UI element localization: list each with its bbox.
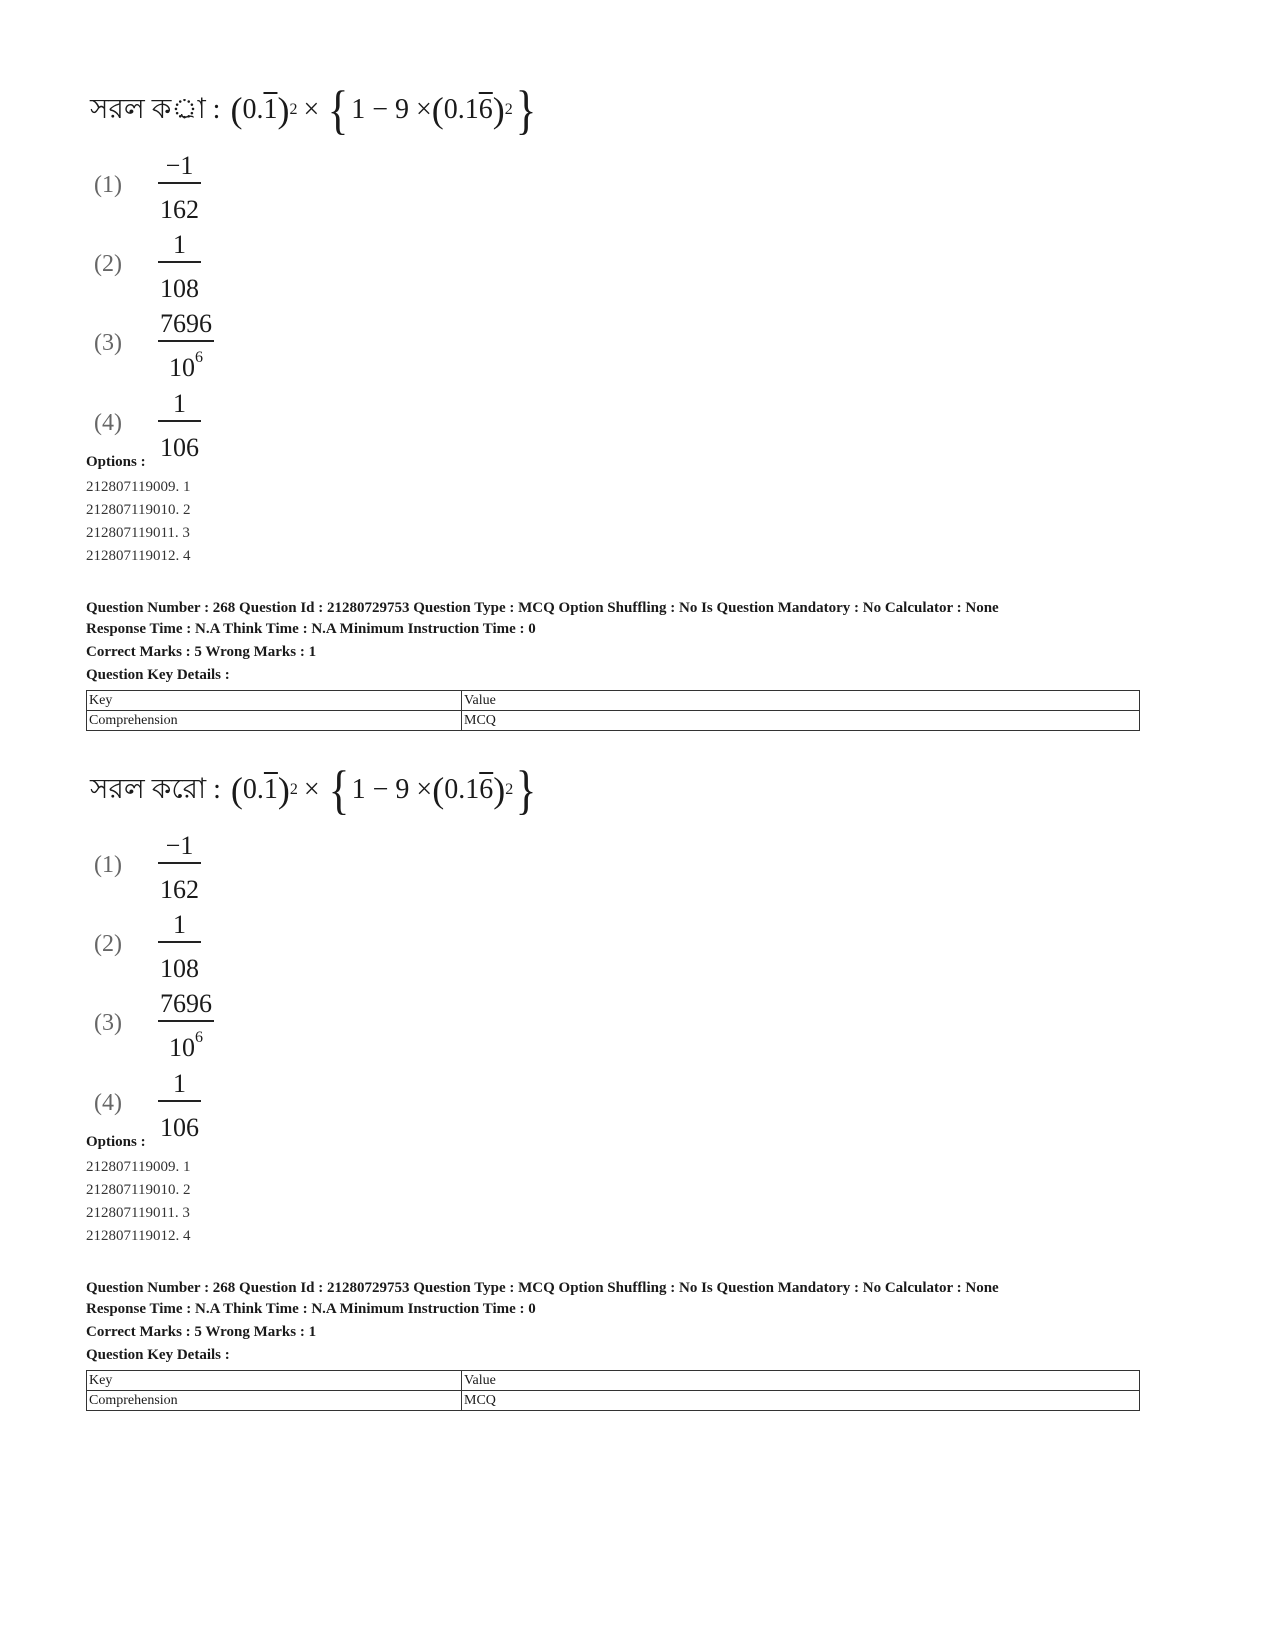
option-id-list bbox=[86, 1156, 190, 1248]
table-row bbox=[87, 1391, 1140, 1411]
table-header-value: Value bbox=[462, 1371, 1140, 1391]
option-2 bbox=[94, 229, 294, 303]
option-fraction: −1 162 bbox=[160, 831, 199, 904]
option-number: (3) bbox=[94, 1010, 122, 1036]
option-fraction: 1 108 bbox=[160, 230, 199, 303]
option-fraction: 1 106 bbox=[160, 389, 199, 462]
option-id-list bbox=[86, 476, 190, 568]
question-metadata bbox=[86, 598, 999, 686]
option-2 bbox=[94, 909, 294, 983]
option-4 bbox=[94, 388, 294, 462]
question-statement bbox=[90, 80, 539, 140]
options-label: Options : bbox=[86, 1134, 146, 1150]
option-3 bbox=[94, 988, 294, 1062]
option-id: 212807119009. 1 bbox=[86, 1159, 191, 1175]
option-1 bbox=[94, 830, 294, 904]
option-number: (1) bbox=[94, 852, 122, 878]
option-id: 212807119011. 3 bbox=[86, 1205, 190, 1221]
option-4 bbox=[94, 1068, 294, 1142]
meta-line-question-info: Question Number : 268 Question Id : 21280729753 Question Type : MCQ Option Shuffling : No Is Question Mandatory : No Calculator : None bbox=[86, 1280, 999, 1296]
option-id: 212807119010. 2 bbox=[86, 502, 191, 518]
question-instruction: সরল করো : bbox=[90, 773, 221, 805]
option-fraction: −1 162 bbox=[160, 151, 199, 224]
table-header-key: Key bbox=[87, 691, 462, 711]
table-header-value: Value bbox=[462, 691, 1140, 711]
option-id: 212807119011. 3 bbox=[86, 525, 190, 541]
option-id: 212807119009. 1 bbox=[86, 479, 191, 495]
table-cell-value: MCQ bbox=[462, 711, 1140, 731]
option-number: (4) bbox=[94, 1090, 122, 1116]
question-statement bbox=[90, 760, 539, 820]
math-expression: ( 0. 1 ) 2 × { 1 − 9 × ( 0.1 6 ) 2 } bbox=[230, 80, 537, 140]
option-1 bbox=[94, 150, 294, 224]
option-fraction: 7696 $10^6$ bbox=[160, 309, 212, 382]
table-cell-key: Comprehension bbox=[87, 1391, 462, 1411]
meta-line-key-details: Question Key Details : bbox=[86, 667, 230, 683]
option-number: (4) bbox=[94, 410, 122, 436]
meta-line-marks: Correct Marks : 5 Wrong Marks : 1 bbox=[86, 644, 317, 660]
table-cell-key: Comprehension bbox=[87, 711, 462, 731]
question-block-bengali bbox=[0, 680, 1275, 1408]
option-id: 212807119010. 2 bbox=[86, 1182, 191, 1198]
option-number: (1) bbox=[94, 172, 122, 198]
question-instruction: সরল কর্া : bbox=[90, 93, 221, 125]
question-block-assamese bbox=[0, 0, 1275, 728]
meta-line-timing: Response Time : N.A Think Time : N.A Minimum Instruction Time : 0 bbox=[86, 621, 536, 637]
option-fraction: 7696 $10^6$ bbox=[160, 989, 212, 1062]
option-fraction: 1 106 bbox=[160, 1069, 199, 1142]
meta-line-question-info: Question Number : 268 Question Id : 21280729753 Question Type : MCQ Option Shuffling : No Is Question Mandatory : No Calculator : None bbox=[86, 600, 999, 616]
option-number: (3) bbox=[94, 330, 122, 356]
meta-line-timing: Response Time : N.A Think Time : N.A Minimum Instruction Time : 0 bbox=[86, 1301, 536, 1317]
option-3 bbox=[94, 308, 294, 382]
option-id: 212807119012. 4 bbox=[86, 1228, 191, 1244]
option-id: 212807119012. 4 bbox=[86, 548, 191, 564]
option-number: (2) bbox=[94, 931, 122, 957]
math-expression: ( 0. 1 ) 2 × { 1 − 9 × ( 0.1 6 ) 2 } bbox=[230, 760, 537, 820]
table-header-row bbox=[87, 1371, 1140, 1391]
question-key-table bbox=[86, 1370, 1140, 1411]
question-metadata bbox=[86, 1278, 999, 1366]
table-cell-value: MCQ bbox=[462, 1391, 1140, 1411]
meta-line-marks: Correct Marks : 5 Wrong Marks : 1 bbox=[86, 1324, 317, 1340]
option-number: (2) bbox=[94, 251, 122, 277]
table-header-key: Key bbox=[87, 1371, 462, 1391]
option-fraction: 1 108 bbox=[160, 910, 199, 983]
meta-line-key-details: Question Key Details : bbox=[86, 1347, 230, 1363]
options-label: Options : bbox=[86, 454, 146, 470]
